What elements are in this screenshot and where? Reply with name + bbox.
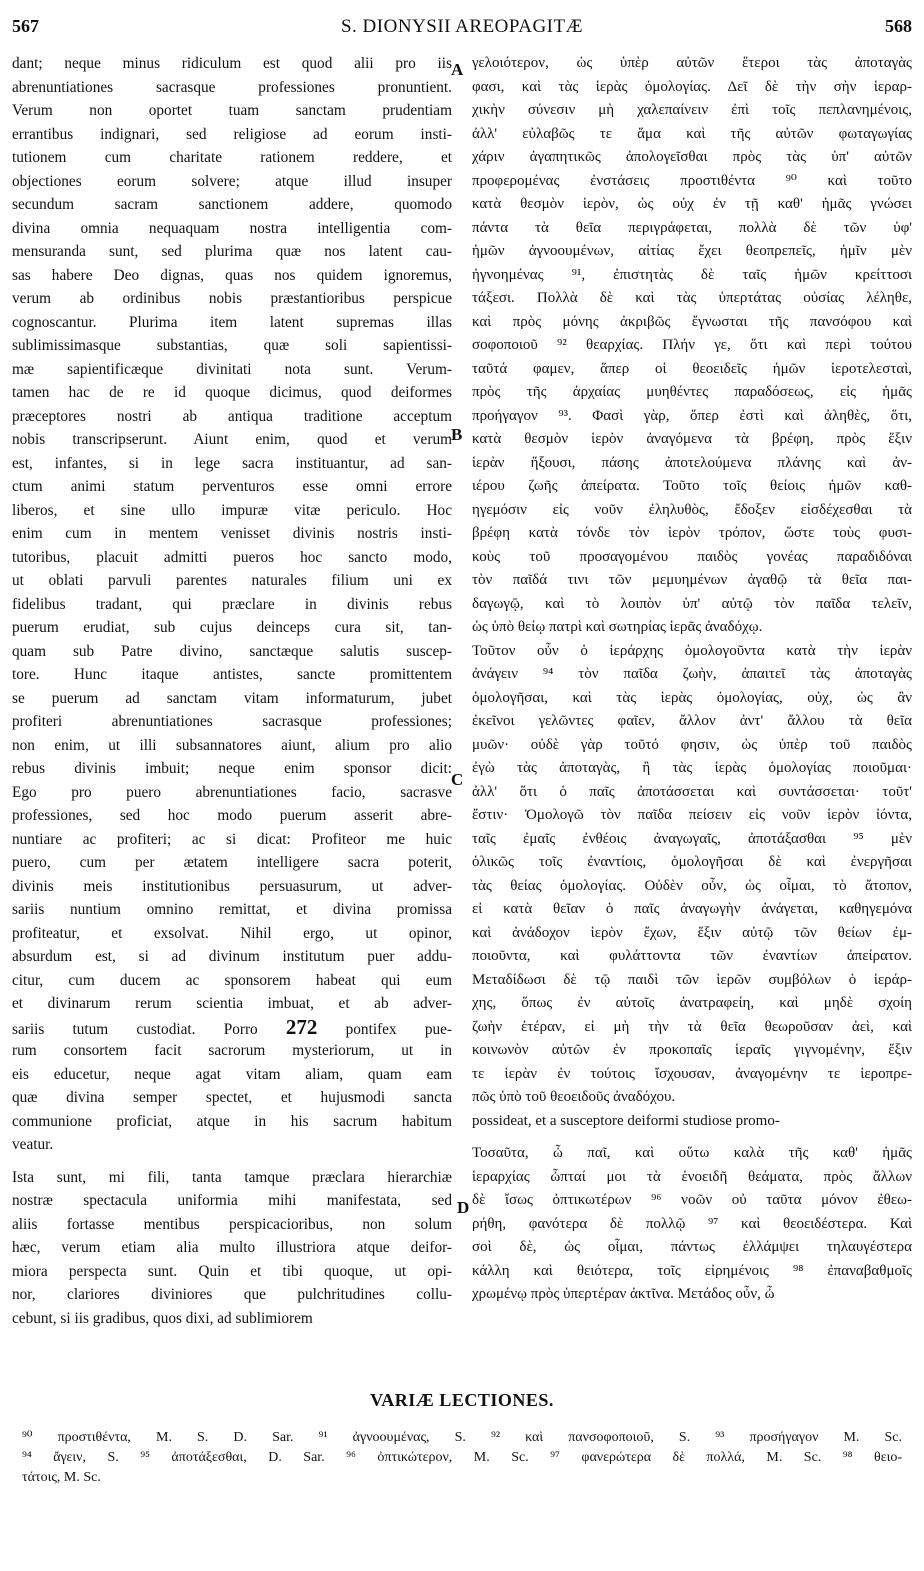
text-line: se puerum ad sanctam vitam informaturum, jubet [12,689,452,707]
text-line: aliis fortasse mentibus perspicacioribus, non solum [12,1215,452,1233]
text-line: possideat, et a susceptore deiformi studiose promo- [472,1112,780,1129]
text-line: κοινωνὸν αὐτῶν ἐν προκοπαῖς ἱεραῖς γιγνομένην, ἕξιν [472,1042,912,1058]
text-line: quam sub Patre divino, sanctæque salutis suscep- [12,642,452,660]
text-line: ὡς ὑπὸ θείῳ πατρὶ καὶ σωτηρίας ἱερᾶς ἀναδόχῳ. [472,619,763,635]
text-line: σοφοποιοῦ ⁹² θεαρχίας. Πλήν γε, ὅτι καὶ περὶ τούτου [472,337,912,353]
text-line: sas habere Deo dignas, quas nos quidem ignoremus, [12,266,452,284]
text-line: non enim, ut illi subsannatores aiunt, alium pro alio [12,736,452,754]
text-line: ἠγνοημένας ⁹¹, ἐπιστητὰς δὲ ταῖς ἡμῶν κρείττοσι [472,266,912,283]
text-line: citur, cum ducem ac sponsorem habeat qui eum [12,971,452,989]
text-line: Ego pro puero abrenuntiationes facio, sacrasve [12,783,452,801]
text-line: cebunt, si iis gradibus, quos dixi, ad sublimiorem [12,1309,313,1327]
text-line: εἰ κατὰ θεῖαν ὁ παῖς ἀναγωγὴν ἀνάγεται, καθηγεμόνα [472,901,912,917]
text-line: ταῦτά φαμεν, ἅπερ οἱ θεοειδεῖς ἡμῶν ἱεροτελεσταὶ, [472,360,912,377]
text-line: τάξεσι. Πολλὰ δὲ καὶ τὰς ὑπερτάτας οὐσίας λέληθε, [472,290,912,306]
text-line: κατὰ θεσμὸν ἱερὸν, ὡς οὐχ ἐν τῇ καθ' ἡμᾶς γνώσει [472,196,912,212]
text-line: ἐκεῖνοι γελῶντες φαῖεν, ἄλλον ἀντ' ἄλλου τὰ θεῖα [472,713,912,729]
text-line: mæ sapientificæque divinitati nota sunt. Verum- [12,360,452,378]
text-line: ctum animi statum perventuros esse omni errore [12,478,452,495]
text-line: profiteri abrenuntiationes sacrasque professiones; [12,713,452,730]
text-line: Τοῦτον οὖν ὁ ἱεράρχης ὁμολογοῦντα κατὰ τὴν ἱερὰν [472,642,912,659]
text-line: ἱεραρχίας ὦπταί μοι τὰ ἑνοειδῆ θεάματα, πρὸς ἄλλων [472,1168,912,1185]
text-line: τε ἱερὰν ἐν τούτοις ἴσχουσαν, ἀναγομένην τε ἱεροπρε- [472,1065,912,1082]
text-line: χικὴν σύνεσιν μὴ χαλεπαίνειν ἐπὶ τοῖς πεπλανημένοις, [472,102,912,118]
text-line: ἱερὰν ἥξουσι, πάσης ἀποτελούμενα πλάνης καὶ ἀν- [472,454,912,471]
latin-column [12,52,452,1330]
text-line: ἡμῶν ἀγνοουμένων, αἰτίας ἔχει θεοπρεπεῖς, ἡμῖν μὲν [472,243,912,259]
text-line: puerum erudiat, sub cujus deinceps cura sit, tan- [12,619,452,636]
text-line: sublimissimasque substantias, quæ soli sapientissi- [12,337,452,354]
text-line: liberos, et sine ullo impuræ vitæ periculo. Hoc [12,501,452,519]
text-line: sariis nuntium omnino remittat, et divina promissa [12,901,452,918]
text-line: absurdum est, si ad divinum institutum puer addu- [12,948,452,965]
text-line: ὁμολογῆσαι, καὶ τὰς ἱερὰς ὁμολογίας, οὐχ, ὡς ἂν [472,689,912,706]
text-line: ταῖς ἐμαῖς ἐνθέοις ἀναγωγαῖς, ἀποτάξασθαι ⁹⁵ μὲν [472,830,912,847]
text-line: communione proficiat, atque in his sacrum habitum [12,1112,452,1130]
text-line: divina omnia nequaquam nostra intelligentia com- [12,219,452,237]
text-line: χάριν ἀγαπητικῶς ἀπολογεῖσθαι πρὸς τὰς ὑπ' αὐτῶν [472,149,912,165]
text-line: ιέρου ζωῆς ἀπείρατα. Τοῦτο τοῖς θείοις ἡμῶν καθ- [472,478,912,494]
text-line: nuntiare ac profiteri; ac si dicat: Profiteor me huic [12,830,452,848]
margin-letter-a: A [451,60,464,79]
variant-reading-line: ⁹⁰ προστιθέντα, M. S. D. Sar. ⁹¹ ἀγνοουμένας, S. ⁹² καὶ πανσοφοποιοῦ, S. ⁹³ προσήγαγον M. Sc. [22,1430,902,1445]
text-line: tore. Hunc itaque antistes, sancte promittentem [12,666,452,683]
text-line: ρήθη, φανότερα δὲ πολλῷ ⁹⁷ καὶ θεοειδέστερα. Καὶ [472,1215,912,1232]
margin-letter-b: B [451,425,463,444]
text-line: Μεταδίδωσι δὲ τῷ παιδὶ τῶν ἱερῶν συμβόλων ὁ ἱεράρ- [472,971,912,988]
text-line: κοὺς τοῦ προσαγομένου παιδὸς γονέας παραδιδόναι [472,548,912,565]
text-line: πῶς ὑπὸ τοῦ θεοειδοῦς ἀναδόχου. [472,1089,676,1105]
text-line: ποιοῦντα, καὶ φυλάττοντα τῶν ἐναντίων ἀπείρατον. [472,948,912,964]
page-number-left: 567 [12,16,39,36]
variae-lectiones [22,1428,902,1488]
text-line: fidelibus tradant, qui præclare in divinis rebus [12,595,452,613]
text-line: χης, ὅπως ἐν αὐτοῖς ἀνατραφείη, καὶ μηδὲ σχοίη [472,995,912,1011]
greek-column [472,52,912,1307]
text-line: δαγωγῷ, καὶ τὸ λοιπὸν ὑπ' αὐτῷ τὸν παῖδα τελεῖν, [472,595,912,612]
text-line: quæ divina semper spectet, et hujusmodi sancta [12,1089,452,1106]
text-line: καὶ ἀνάδοχον ἱερὸν ἔχων, ἕξιν αὐτῷ τῶν θείων ἐμ- [472,924,912,941]
text-line: tamen hac de re id quoque dicimus, quod deiformes [12,384,452,401]
text-line: veatur. [12,1136,54,1153]
text-line: enim cum in mentem venisset divinis nostris insti- [12,525,452,542]
text-line: κατὰ θεσμὸν ἱερὸν ἀναγόμενα τὰ βρέφη, πρὸς ἕξιν [472,431,912,447]
text-line: ἀνάγειν ⁹⁴ τὸν παῖδα ζωὴν, ἀπαιτεῖ τὰς ἀποταγὰς [472,666,912,682]
text-line: τὰς θείας ὁμολογίας. Οὐδὲν οὖν, ὡς οἶμαι, τὸ ἄτοπον, [472,877,912,894]
text-line: dant; neque minus ridiculum est quod alii pro iis [12,55,452,72]
text-line: γελοιότερον, ὡς ὑπὲρ αὐτῶν ἕτεροι τὰς ἀποταγὰς [472,55,912,71]
text-line: eis educetur, neque agat vitam aliam, quam eam [12,1065,452,1083]
text-line: nostræ spectacula uniformia mihi manifestata, sed [12,1192,452,1209]
margin-letter-d: D [457,1198,470,1217]
text-line: Ista sunt, mi fili, tanta tamque præclara hierarchiæ [12,1168,452,1186]
text-line: sariis tutum custodiat. Porro 272 pontifex pue- [12,1015,452,1039]
variae-lectiones-title: VARIÆ LECTIONES. [370,1390,554,1410]
text-line: ἀλλ' ὅτι ὁ παῖς ἀποτάσσεται καὶ συντάσσεται· τοῦτ' [472,783,912,800]
text-line: miora perspecta sunt. Quin et tibi quoque, ut opi- [12,1262,452,1280]
text-line: προήγαγον ⁹³. Φασὶ γὰρ, ὅπερ ἐστὶ καὶ ἀληθὲς, ὅτι, [472,407,912,424]
text-line: profiteatur, et exsolvat. Nihil ergo, ut opinor, [12,924,452,942]
text-line: et divinarum rerum scientia imbuat, et ab adver- [12,995,452,1012]
text-line: præceptores nostri ab antiqua traditione acceptum [12,407,452,425]
text-line: nor, clariores diviniores que pulchritudines collu- [12,1286,452,1303]
running-title: S. DIONYSII AREOPAGITÆ [340,16,583,37]
text-line: abrenuntiationes sacrasque professiones pronuntient. [12,78,452,96]
text-line: δὲ ἴσως ὀπτικωτέρων ⁹⁶ νοῶν οὐ ταῦτα μόνον ἐθεω- [472,1192,912,1208]
text-line: nobis transcripserunt. Aiunt enim, quod et verum [12,431,452,448]
margin-letter-c: C [451,770,464,789]
text-line: rebus divinis imbuit; neque enim sponsor dicit: [12,760,452,777]
text-line: καὶ πρὸς μόνης ἀκριβῶς ἔγνωσται τῆς πανσόφου καὶ [472,313,912,330]
text-line: χρωμένῳ πρὸς ὑπερτέραν ἀκτῖνα. Μετάδος οὖν, ὦ [472,1286,775,1302]
text-line: Verum non oportet tuam sanctam prudentiam [12,102,452,119]
text-line: Τοσαῦτα, ὦ παῖ, καὶ οὕτω καλὰ τῆς καθ' ἡμᾶς [472,1145,912,1161]
text-line: ἔστιν· Ὁμολογῶ τὸν παῖδα πείσειν εἰς νοῦν ἱερὸν ἰόντα, [472,807,912,823]
text-line: πάντα τὰ θεῖα περιγράφεται, πολλὰ δὲ τῶν ὑφ' [472,219,912,236]
text-line: ζωὴν ἑτέραν, εἰ μὴ τὴν τὰ θεῖα θεωροῦσαν ἀεὶ, καὶ [472,1018,912,1035]
text-line: divinis meis institutionibus persuasurum, ut adver- [12,877,452,895]
text-line: σοὶ δὲ, ὡς οἶμαι, πάντως ἐλλάμψει τηλαυγέστερα [472,1239,912,1255]
variant-reading-line: τάτοις, M. Sc. [22,1470,101,1485]
text-line: verum ab ordinibus nobis præstantioribus perspicue [12,290,452,307]
text-line: ut oblati parvuli parentes naturales filium uni ex [12,572,452,589]
text-line: rum consortem facit sacrorum mysteriorum, ut in [12,1042,452,1059]
text-line: cognoscantur. Plurima item latent supremas illas [12,313,452,331]
text-line: πρὸς τῆς ἀρχαίας μυηθέντες παραδόσεως, εἰς ἡμᾶς [472,384,912,400]
text-line: φασι, καὶ τὰς ἱερὰς ὁμολογίας. Δεῖ δὲ τὴν σὴν ἱεραρ- [472,78,912,95]
text-line: secundum sacram sanctionem addere, quomodo [12,196,452,213]
text-line: tutionem cum charitate rationem reddere, et [12,149,452,166]
text-line: est, infantes, si in lege sacra instituantur, ad san- [12,454,452,472]
page-header [12,16,912,42]
text-line: κάλλη καὶ θειότερα, τοῖς εἰρημένοις ⁹⁸ ἐπαναβαθμοῖς [472,1262,912,1279]
text-line: professiones, sed hoc modo puerum asserit abre- [12,807,452,824]
text-line: ὁλικῶς τοῖς ἐναντίοις, ὁμολογῆσαι δὲ καὶ ἐνεργῆσαι [472,854,912,870]
folio-number: 272 [285,1015,318,1039]
text-line: mensuranda sunt, sed plurima quæ nos latent cau- [12,243,452,260]
text-line: tutoribus, placuit admitti pueros hoc sancto modo, [12,548,452,566]
page-number-right: 568 [885,16,912,36]
text-line: ἐγὼ τὰς ἀποταγὰς, ἢ τὰς ἱερὰς ὁμολογίας ποιοῦμαι· [472,760,912,776]
text-line: ἀλλ' εὐλαβῶς τε ἅμα καὶ τῆς αὐτῶν φωταγωγίας [472,125,912,142]
text-line: errantibus indignari, sed religiose ad eorum insti- [12,125,452,143]
text-line: puero, cum per ætatem intelligere sacra poterit, [12,854,452,871]
text-line: objectiones eorum solvere; atque illud insuper [12,172,452,190]
text-line: hæc, verum etiam alia multo illustriora atque deifor- [12,1239,452,1256]
text-line: βρέφη κατὰ τόνδε τὸν ἱερὸν τρόπον, ὥστε τοὺς φυσι- [472,525,912,541]
text-line: μυῶν· οὐδὲ γὰρ τοῦτό φησιν, ὡς ὑπὲρ τοῦ παιδὸς [472,736,912,753]
text-line: προφερομένας ἐνστάσεις προστιθέντα ⁹⁰ καὶ τοῦτο [472,172,912,189]
variant-reading-line: ⁹⁴ ἄγειν, S. ⁹⁵ ἀποτάξεσθαι, D. Sar. ⁹⁶ ὀπτικώτερον, M. Sc. ⁹⁷ φανερώτερα δὲ πολλά, M. Sc. ⁹⁸ θειο- [22,1450,902,1465]
text-line: ηγεμόσιν εἰς νοῦν ἐληλυθὸς, ἔδοξεν εἰσδέχεσθαι τὰ [472,501,912,518]
text-line: τὸν παῖδά τινι τῶν μεμυημένων ἀγαθῷ τὰ θεῖα παι- [472,572,912,588]
